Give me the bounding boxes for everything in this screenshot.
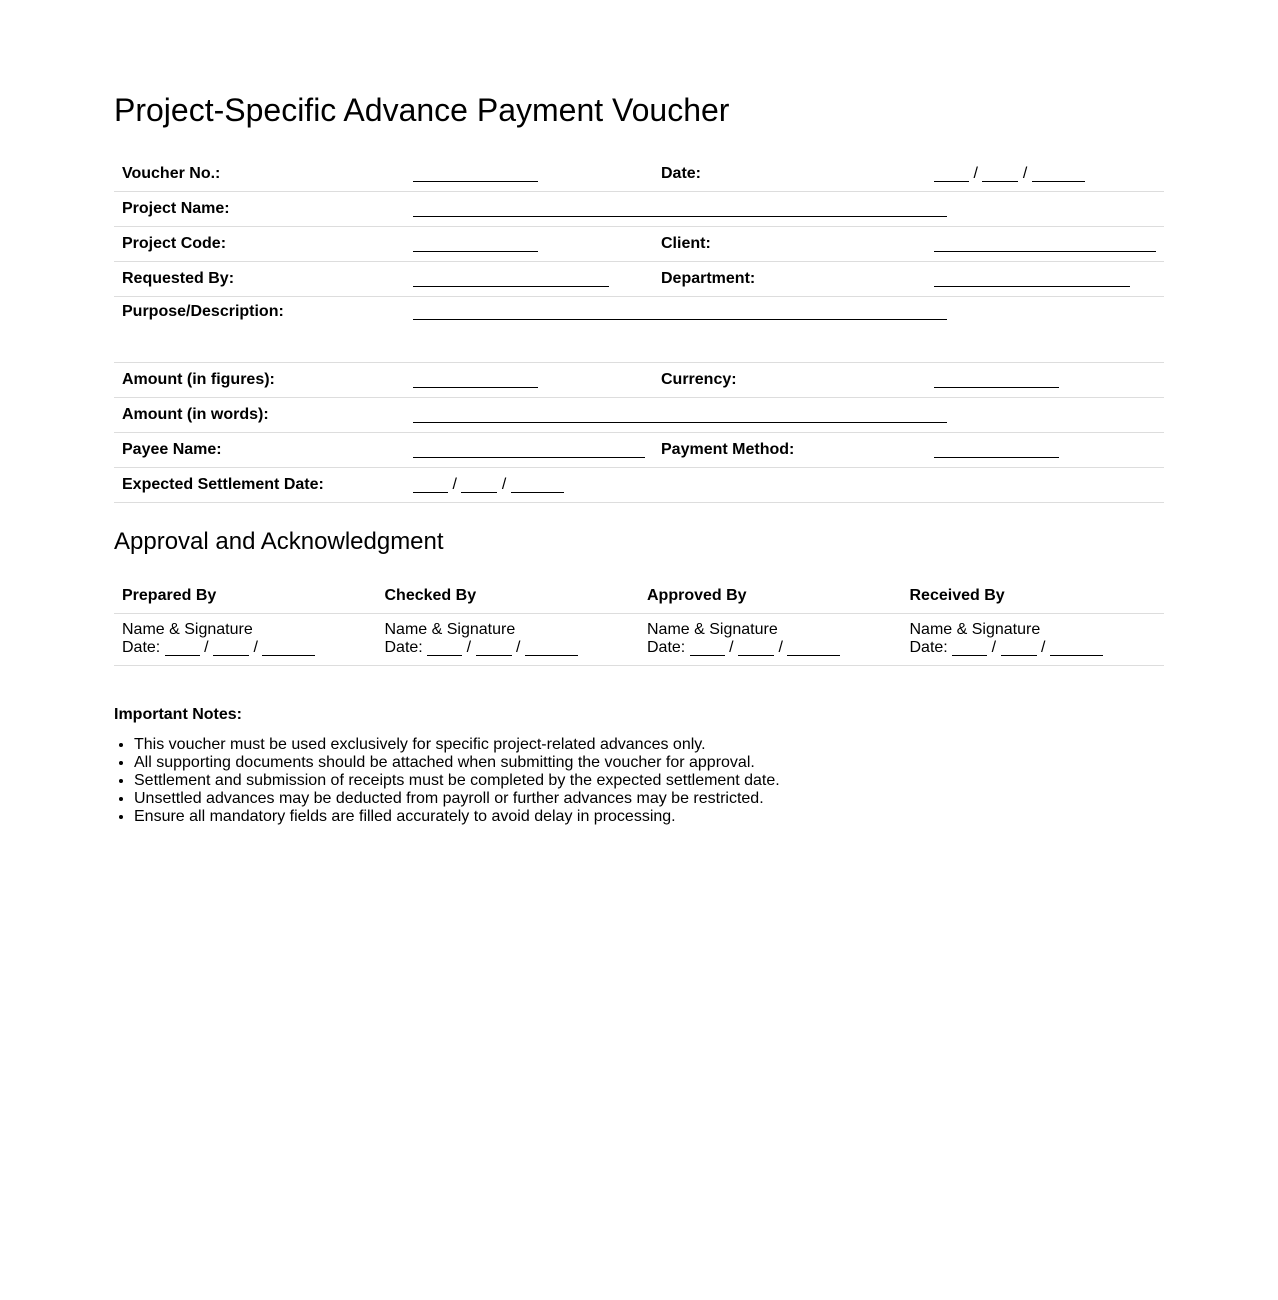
settlement-date-field[interactable]: / / [413, 476, 564, 493]
form-row [114, 363, 1164, 398]
voucher-no-field[interactable] [413, 167, 538, 182]
checked-by-cell[interactable] [377, 614, 640, 666]
received-by-header: Received By [902, 579, 1165, 614]
payee-name-label: Payee Name: [114, 433, 405, 468]
received-by-cell[interactable] [902, 614, 1165, 666]
currency-field[interactable] [934, 373, 1059, 388]
list-item: • This voucher must be used exclusively for specific project-related advances only. [134, 736, 1164, 754]
project-name-field[interactable] [413, 202, 947, 217]
prepared-by-header: Prepared By [114, 579, 377, 614]
list-item: • Settlement and submission of receipts must be completed by the expected settlement date. [134, 772, 1164, 790]
list-item: • Ensure all mandatory fields are filled accurately to avoid delay in processing. [134, 808, 1164, 826]
approval-header-row [114, 579, 1164, 614]
client-field[interactable] [934, 237, 1156, 252]
department-label: Department: [653, 262, 926, 297]
payment-method-label: Payment Method: [653, 433, 926, 468]
signature-date: Date: / / [385, 639, 632, 657]
list-item: • All supporting documents should be attached when submitting the voucher for approval. [134, 754, 1164, 772]
form-row [114, 192, 1164, 227]
form-row [114, 297, 1164, 363]
form-row [114, 227, 1164, 262]
amount-figures-field[interactable] [413, 373, 538, 388]
form-row [114, 433, 1164, 468]
notes-title: Important Notes: [114, 706, 242, 723]
date-label: Date: [653, 157, 926, 192]
amount-words-label: Amount (in words): [114, 398, 405, 433]
approved-by-cell[interactable] [639, 614, 902, 666]
approval-heading: Approval and Acknowledgment [114, 528, 444, 555]
name-signature-label: Name & Signature [122, 621, 253, 638]
requested-by-label: Requested By: [114, 262, 405, 297]
name-signature-label: Name & Signature [647, 621, 778, 638]
requested-by-field[interactable] [413, 272, 609, 287]
voucher-form [114, 157, 1164, 503]
list-item: • Unsettled advances may be deducted from payroll or further advances may be restricted. [134, 790, 1164, 808]
form-row [114, 262, 1164, 297]
settlement-date-label: Expected Settlement Date: [114, 468, 405, 503]
form-row [114, 398, 1164, 433]
approved-by-header: Approved By [639, 579, 902, 614]
amount-words-field[interactable] [413, 408, 947, 423]
purpose-label: Purpose/Description: [114, 297, 405, 363]
currency-label: Currency: [653, 363, 926, 398]
payee-name-field[interactable] [413, 443, 645, 458]
client-label: Client: [653, 227, 926, 262]
amount-figures-label: Amount (in figures): [114, 363, 405, 398]
project-code-label: Project Code: [114, 227, 405, 262]
purpose-field[interactable] [413, 305, 947, 320]
prepared-by-cell[interactable] [114, 614, 377, 666]
form-row [114, 157, 1164, 192]
voucher-no-label: Voucher No.: [114, 157, 405, 192]
approval-signature-row [114, 614, 1164, 666]
date-field[interactable]: / / [934, 165, 1085, 182]
signature-date: Date: / / [122, 639, 369, 657]
project-code-field[interactable] [413, 237, 538, 252]
department-field[interactable] [934, 272, 1130, 287]
name-signature-label: Name & Signature [384, 621, 516, 638]
page-title: Project-Specific Advance Payment Voucher [114, 92, 730, 128]
name-signature-label: Name & Signature [909, 621, 1041, 638]
signature-date: Date: / / [910, 639, 1157, 657]
payment-method-field[interactable] [934, 443, 1059, 458]
checked-by-header: Checked By [377, 579, 640, 614]
form-row [114, 468, 1164, 503]
notes-list [114, 736, 1164, 826]
approval-table [114, 579, 1164, 666]
project-name-label: Project Name: [114, 192, 405, 227]
signature-date: Date: / / [647, 639, 894, 657]
